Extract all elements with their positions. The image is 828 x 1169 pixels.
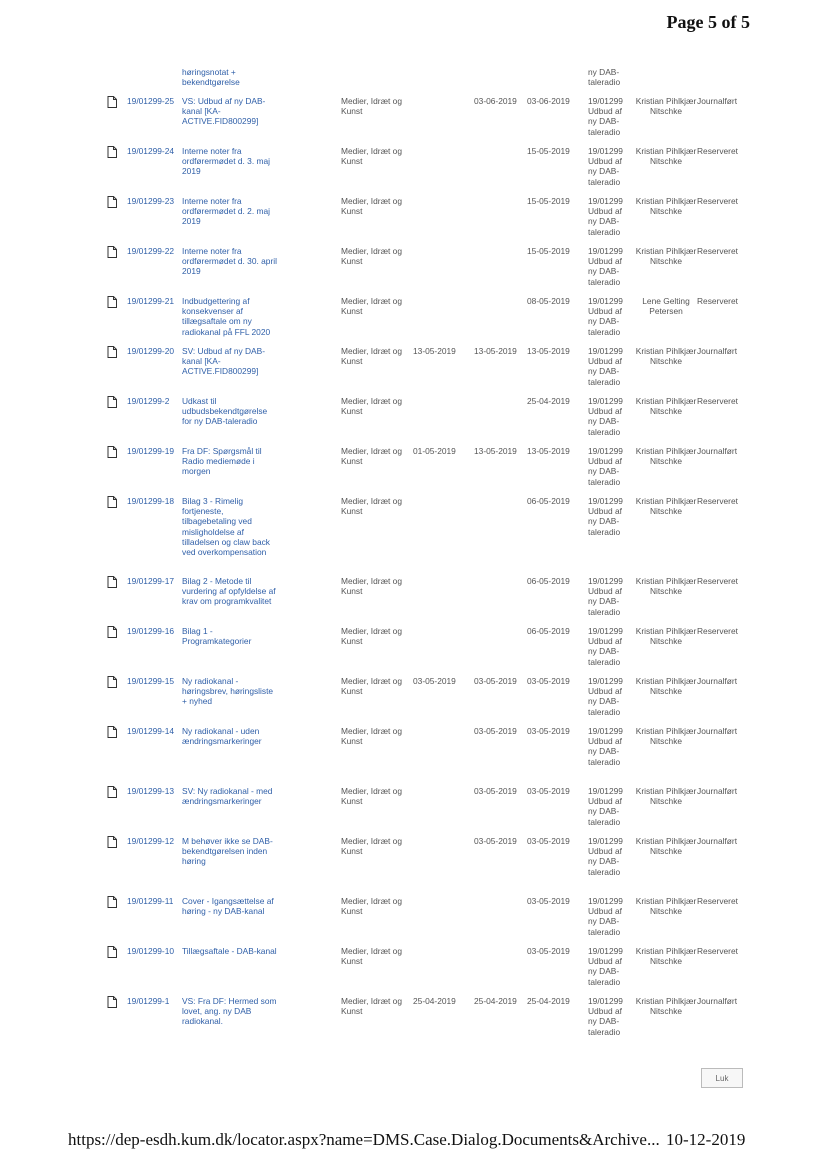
unit-name: Medier, Idræt og Kunst [341,496,402,517]
doc-status: Journalført [697,726,738,736]
case-title: ny DAB-taleradio [588,67,621,88]
date-3: 06-05-2019 [527,626,570,636]
doc-title[interactable]: VS: Udbud af ny DAB-kanal [KA-ACTIVE.FID800299] [182,96,266,127]
document-icon[interactable] [107,576,117,588]
unit-name: Medier, Idræt og Kunst [341,296,402,317]
responsible-person: Kristian Pihlkjær Nitschke [635,346,697,367]
unit-name: Medier, Idræt og Kunst [341,996,402,1017]
date-3: 06-05-2019 [527,576,570,586]
doc-title[interactable]: M behøver ikke se DAB-bekendtgørelsen inden høring [182,836,273,867]
unit-name: Medier, Idræt og Kunst [341,396,402,417]
date-2: 03-05-2019 [474,836,517,846]
doc-status: Reserveret [697,396,738,406]
unit-name: Medier, Idræt og Kunst [341,576,402,597]
date-2: 25-04-2019 [474,996,517,1006]
page-number: Page 5 of 5 [666,12,750,32]
doc-status: Reserveret [697,146,738,156]
responsible-person: Kristian Pihlkjær Nitschke [635,396,697,417]
doc-status: Journalført [697,836,738,846]
unit-name: Medier, Idræt og Kunst [341,96,402,117]
doc-title[interactable]: Tillægsaftale - DAB-kanal [182,946,277,956]
responsible-person: Kristian Pihlkjær Nitschke [635,576,697,597]
doc-status: Reserveret [697,296,738,306]
date-3: 03-05-2019 [527,726,570,736]
date-3: 13-05-2019 [527,346,570,356]
doc-number[interactable]: 19/01299-17 [127,576,175,586]
doc-number[interactable]: 19/01299-1 [127,996,170,1006]
date-2: 03-05-2019 [474,726,517,736]
date-3: 25-04-2019 [527,996,570,1006]
case-title: 19/01299 Udbud af ny DAB-taleradio [588,96,623,137]
case-title: 19/01299 Udbud af ny DAB-taleradio [588,626,623,667]
doc-status: Reserveret [697,896,738,906]
doc-title[interactable]: Interne noter fra ordførermødet d. 3. maj 2019 [182,146,270,177]
doc-status: Journalført [697,996,738,1006]
doc-number[interactable]: 19/01299-10 [127,946,175,956]
responsible-person: Kristian Pihlkjær Nitschke [635,246,697,267]
date-1: 03-05-2019 [413,676,456,686]
close-button[interactable]: Luk [701,1068,743,1088]
date-3: 25-04-2019 [527,396,570,406]
date-3: 15-05-2019 [527,246,570,256]
case-title: 19/01299 Udbud af ny DAB-taleradio [588,146,623,187]
doc-number[interactable]: 19/01299-23 [127,196,175,206]
doc-number[interactable]: 19/01299-14 [127,726,175,736]
responsible-person: Lene Gelting Petersen [642,296,690,317]
doc-title[interactable]: Fra DF: Spørgsmål til Radio mediemøde i morgen [182,446,262,477]
document-icon[interactable] [107,146,117,158]
date-3: 13-05-2019 [527,446,570,456]
document-icon[interactable] [107,196,117,208]
responsible-person: Kristian Pihlkjær Nitschke [635,726,697,747]
responsible-person: Kristian Pihlkjær Nitschke [635,786,697,807]
date-1: 01-05-2019 [413,446,456,456]
unit-name: Medier, Idræt og Kunst [341,246,402,267]
date-2: 03-05-2019 [474,786,517,796]
doc-status: Reserveret [697,246,738,256]
doc-status: Reserveret [697,496,738,506]
footer-url: https://dep-esdh.kum.dk/locator.aspx?name=DMS.Case.Dialog.Documents&Archive... [68,1130,660,1149]
doc-title[interactable]: Ny radiokanal - høringsbrev, høringsliste + nyhed [182,676,274,707]
doc-title[interactable]: høringsnotat + bekendtgørelse [182,67,240,88]
unit-name: Medier, Idræt og Kunst [341,836,402,857]
case-title: 19/01299 Udbud af ny DAB-taleradio [588,396,623,437]
doc-status: Reserveret [697,626,738,636]
date-2: 03-06-2019 [474,96,517,106]
doc-title[interactable]: Indbudgettering af konsekvenser af tillægsaftale om ny radiokanal på FFL 2020 [182,296,271,337]
case-title: 19/01299 Udbud af ny DAB-taleradio [588,786,623,827]
date-3: 15-05-2019 [527,196,570,206]
responsible-person: Kristian Pihlkjær Nitschke [635,836,697,857]
unit-name: Medier, Idræt og Kunst [341,146,402,167]
responsible-person: Kristian Pihlkjær Nitschke [635,676,697,697]
date-3: 03-05-2019 [527,836,570,846]
doc-status: Reserveret [697,576,738,586]
date-3: 08-05-2019 [527,296,570,306]
doc-number[interactable]: 19/01299-13 [127,786,175,796]
date-3: 03-05-2019 [527,786,570,796]
document-icon[interactable] [107,246,117,258]
doc-number[interactable]: 19/01299-2 [127,396,170,406]
date-3: 06-05-2019 [527,496,570,506]
doc-title[interactable]: SV: Udbud af ny DAB-kanal [KA-ACTIVE.FID800299] [182,346,266,377]
unit-name: Medier, Idræt og Kunst [341,196,402,217]
document-icon[interactable] [107,96,117,108]
document-icon[interactable] [107,726,117,738]
case-title: 19/01299 Udbud af ny DAB-taleradio [588,676,623,717]
doc-title[interactable]: Bilag 2 - Metode til vurdering af opfyldelse af krav om programkvalitet [182,576,276,607]
doc-number[interactable]: 19/01299-24 [127,146,175,156]
doc-title[interactable]: Interne noter fra ordførermødet d. 30. april 2019 [182,246,277,277]
date-2: 13-05-2019 [474,446,517,456]
unit-name: Medier, Idræt og Kunst [341,446,402,467]
case-title: 19/01299 Udbud af ny DAB-taleradio [588,896,623,937]
unit-name: Medier, Idræt og Kunst [341,346,402,367]
document-icon[interactable] [107,946,117,958]
doc-title[interactable]: Bilag 1 - Programkategorier [182,626,252,647]
date-3: 03-05-2019 [527,896,570,906]
responsible-person: Kristian Pihlkjær Nitschke [635,96,697,117]
case-title: 19/01299 Udbud af ny DAB-taleradio [588,946,623,987]
date-2: 13-05-2019 [474,346,517,356]
responsible-person: Kristian Pihlkjær Nitschke [635,946,697,967]
document-icon[interactable] [107,996,117,1008]
doc-status: Journalført [697,786,738,796]
unit-name: Medier, Idræt og Kunst [341,726,402,747]
doc-number[interactable]: 19/01299-21 [127,296,175,306]
doc-number[interactable]: 19/01299-16 [127,626,175,636]
unit-name: Medier, Idræt og Kunst [341,946,402,967]
doc-number[interactable]: 19/01299-12 [127,836,175,846]
responsible-person: Kristian Pihlkjær Nitschke [635,446,697,467]
case-title: 19/01299 Udbud af ny DAB-taleradio [588,346,623,387]
doc-status: Journalført [697,676,738,686]
doc-status: Reserveret [697,946,738,956]
case-title: 19/01299 Udbud af ny DAB-taleradio [588,446,623,487]
case-title: 19/01299 Udbud af ny DAB-taleradio [588,246,623,287]
date-3: 03-05-2019 [527,676,570,686]
responsible-person: Kristian Pihlkjær Nitschke [635,146,697,167]
document-icon[interactable] [107,346,117,358]
doc-number[interactable]: 19/01299-20 [127,346,175,356]
unit-name: Medier, Idræt og Kunst [341,896,402,917]
doc-title[interactable]: Interne noter fra ordførermødet d. 2. maj 2019 [182,196,270,227]
doc-number[interactable]: 19/01299-19 [127,446,175,456]
doc-number[interactable]: 19/01299-15 [127,676,175,686]
document-icon[interactable] [107,446,117,458]
case-title: 19/01299 Udbud af ny DAB-taleradio [588,576,623,617]
responsible-person: Kristian Pihlkjær Nitschke [635,626,697,647]
date-3: 03-06-2019 [527,96,570,106]
doc-status: Journalført [697,96,738,106]
doc-number[interactable]: 19/01299-25 [127,96,175,106]
document-icon[interactable] [107,836,117,848]
doc-title[interactable]: Cover - Igangsættelse af høring - ny DAB-kanal [182,896,274,917]
doc-title[interactable]: Udkast til udbudsbekendtgørelse for ny DAB-taleradio [182,396,268,427]
unit-name: Medier, Idræt og Kunst [341,786,402,807]
doc-title[interactable]: SV: Ny radiokanal - med ændringsmarkeringer [182,786,273,807]
case-title: 19/01299 Udbud af ny DAB-taleradio [588,726,623,767]
doc-title[interactable]: Bilag 3 - Rimelig fortjeneste, tilbagebetaling ved misligholdelse af tilladelsen og claw back ved overkompensation [182,496,270,558]
case-title: 19/01299 Udbud af ny DAB-taleradio [588,836,623,877]
date-1: 25-04-2019 [413,996,456,1006]
case-title: 19/01299 Udbud af ny DAB-taleradio [588,496,623,537]
document-icon[interactable] [107,626,117,638]
document-icon[interactable] [107,786,117,798]
doc-status: Reserveret [697,196,738,206]
responsible-person: Kristian Pihlkjær Nitschke [635,196,697,217]
date-2: 03-05-2019 [474,676,517,686]
document-icon[interactable] [107,296,117,308]
doc-title[interactable]: Ny radiokanal - uden ændringsmarkeringer [182,726,262,747]
document-icon[interactable] [107,676,117,688]
responsible-person: Kristian Pihlkjær Nitschke [635,496,697,517]
document-icon[interactable] [107,396,117,408]
case-title: 19/01299 Udbud af ny DAB-taleradio [588,196,623,237]
date-3: 03-05-2019 [527,946,570,956]
date-3: 15-05-2019 [527,146,570,156]
unit-name: Medier, Idræt og Kunst [341,626,402,647]
footer-date: 10-12-2019 [666,1130,746,1149]
doc-title[interactable]: VS: Fra DF: Hermed som lovet, ang. ny DAB radiokanal. [182,996,277,1027]
responsible-person: Kristian Pihlkjær Nitschke [635,896,697,917]
case-title: 19/01299 Udbud af ny DAB-taleradio [588,996,623,1037]
case-title: 19/01299 Udbud af ny DAB-taleradio [588,296,623,337]
unit-name: Medier, Idræt og Kunst [341,676,402,697]
document-icon[interactable] [107,896,117,908]
responsible-person: Kristian Pihlkjær Nitschke [635,996,697,1017]
doc-number[interactable]: 19/01299-18 [127,496,175,506]
doc-number[interactable]: 19/01299-11 [127,896,174,906]
doc-number[interactable]: 19/01299-22 [127,246,175,256]
document-icon[interactable] [107,496,117,508]
date-1: 13-05-2019 [413,346,456,356]
doc-status: Journalført [697,446,738,456]
doc-status: Journalført [697,346,738,356]
